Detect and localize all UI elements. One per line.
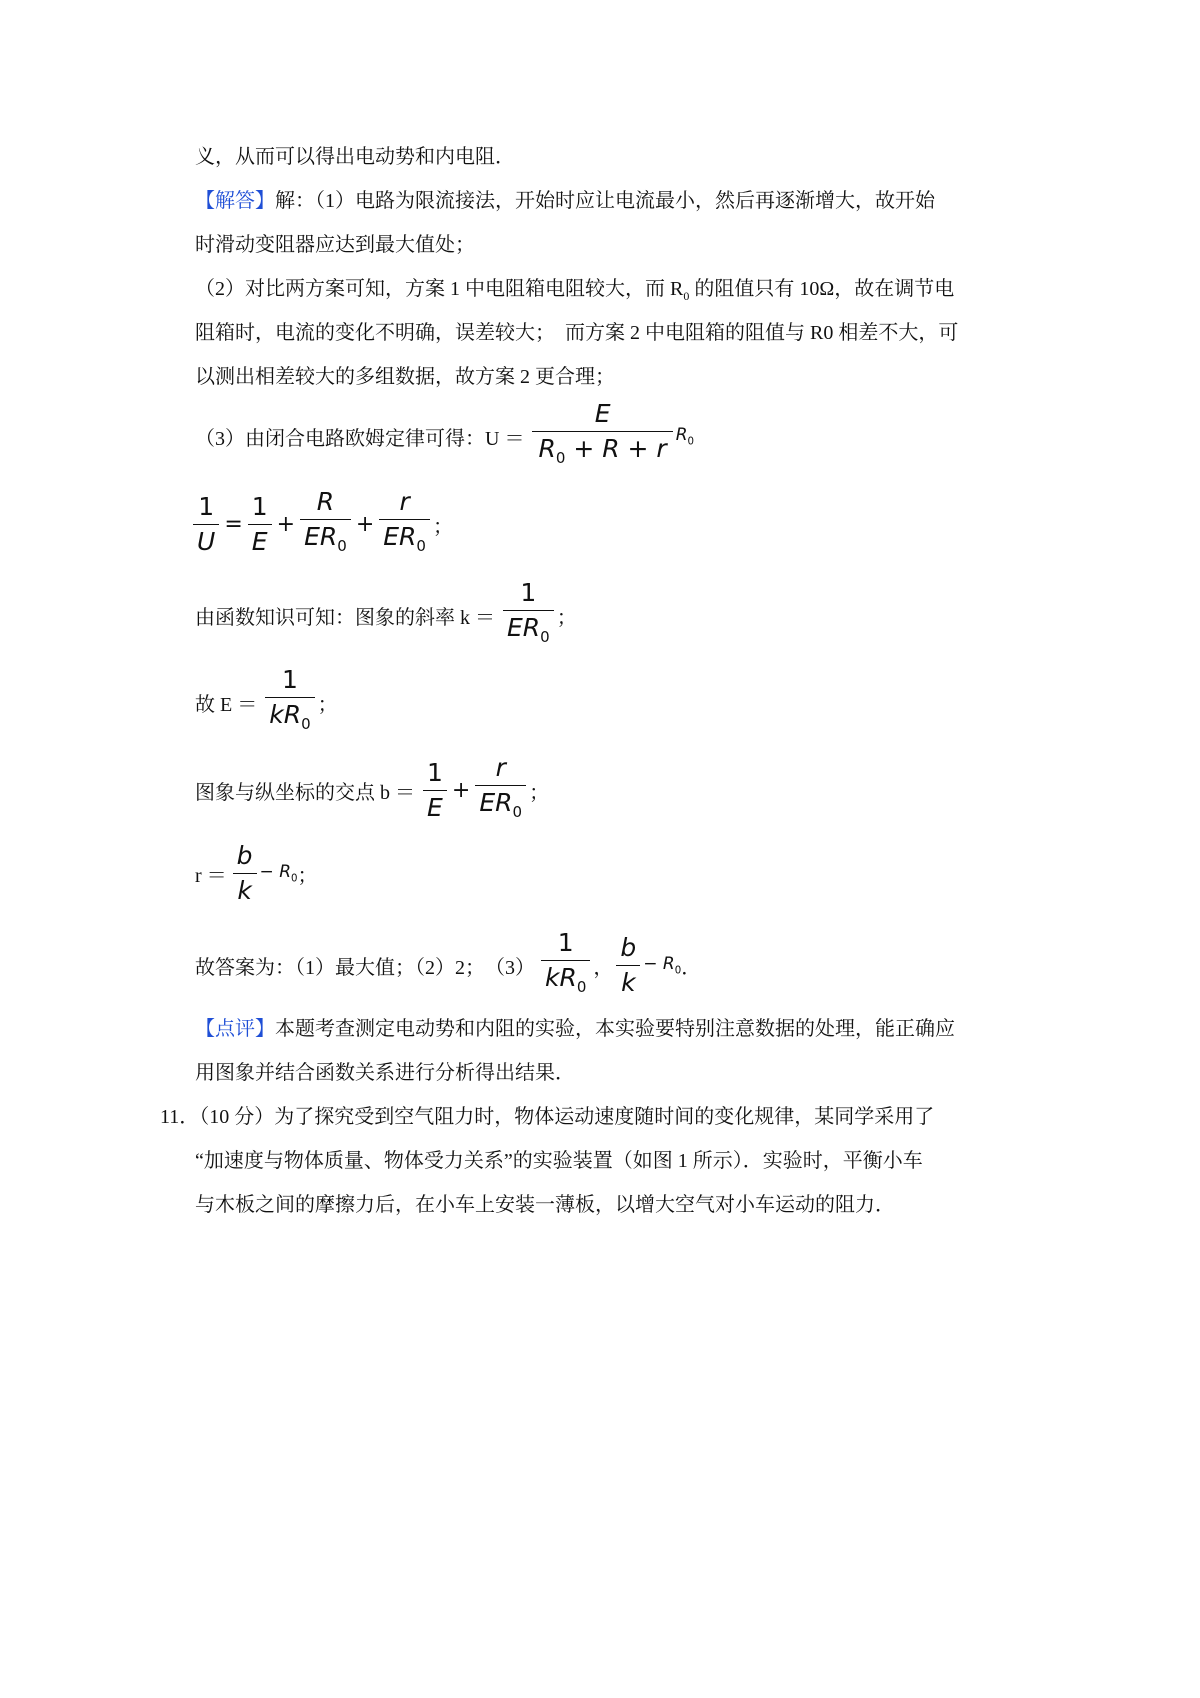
- resistance-equation: r ＝ $\frac{b}{k}$ − $R_0$ ；: [195, 841, 318, 905]
- final-answer: 故答案为：（1）最大值；（2）2； （3） $\frac{1}{kR_0}$ ， $\frac{b}{k}$ − $R_0$ ．: [195, 928, 702, 997]
- answer-p2-line-3: 以测出相差较大的多组数据，故方案 2 更合理；: [195, 366, 615, 388]
- intro-line: 义，从而可以得出电动势和内电阻．: [195, 146, 515, 168]
- ohm-law-equation: [195, 397, 694, 475]
- answer-tag: 【解答】: [195, 190, 275, 212]
- question-11-line-2: “加速度与物体质量、物体受力关系”的实验装置（如图 1 所示）．实验时，平衡小车: [195, 1150, 923, 1172]
- p2-text-b: 的阻值只有 10Ω，故在调节电: [689, 278, 955, 300]
- question-number: 11．: [160, 1106, 200, 1128]
- answer-p2-line-1: [195, 275, 954, 310]
- answer-line-1: [195, 187, 935, 215]
- comment-line-2: 用图象并结合函数关系进行分析得出结果．: [195, 1062, 575, 1084]
- emf-equation: 故 E ＝ $\frac{1}{kR_0}$ ；: [195, 665, 338, 733]
- r0-factor: $R_0$: [675, 424, 695, 448]
- p3-prefix: （3）由闭合电路欧姆定律可得：U ＝: [195, 427, 525, 450]
- slope-equation: 由函数知识可知：图象的斜率 k ＝ $\frac{1}{ER_0}$ ；: [195, 578, 577, 646]
- intercept-equation: 图象与纵坐标的交点 b ＝ $\frac{1}{E}$ + $\frac{r}{ER_0}$ ；: [195, 753, 550, 822]
- p2-text-a: （2）对比两方案可知，方案 1 中电阻箱电阻较大，而 R: [195, 278, 684, 300]
- answer-line-2: 时滑动变阻器应达到最大值处；: [195, 234, 475, 256]
- comment-line-1: 【点评】本题考查测定电动势和内阻的实验，本实验要特别注意数据的处理，能正确应: [195, 1018, 955, 1040]
- answer-p2-line-2: 阻箱时，电流的变化不明确，误差较大； 而方案 2 中电阻箱的阻值与 R0 相差不大，可: [195, 322, 959, 344]
- reciprocal-equation: $\frac{1}{U}$ = $\frac{1}{E}$ + $\frac{R}{ER_0}$ + $\frac{r}{ER_0}$ ；: [190, 485, 453, 563]
- comment-tag: 【点评】: [195, 1018, 275, 1040]
- fraction-e-over-sum: $\frac{E}{R_0 + R + r}$: [532, 397, 672, 475]
- question-11-line-3: 与木板之间的摩擦力后，在小车上安装一薄板，以增大空气对小车运动的阻力．: [195, 1194, 895, 1216]
- r0-subscript: 0: [683, 289, 690, 303]
- question-11-line-1: 11．（10 分）为了探究受到空气阻力时，物体运动速度随时间的变化规律，某同学采用了: [160, 1106, 935, 1128]
- answer-text-1: 解：（1）电路为限流接法，开始时应让电流最小，然后再逐渐增大，故开始: [275, 190, 935, 212]
